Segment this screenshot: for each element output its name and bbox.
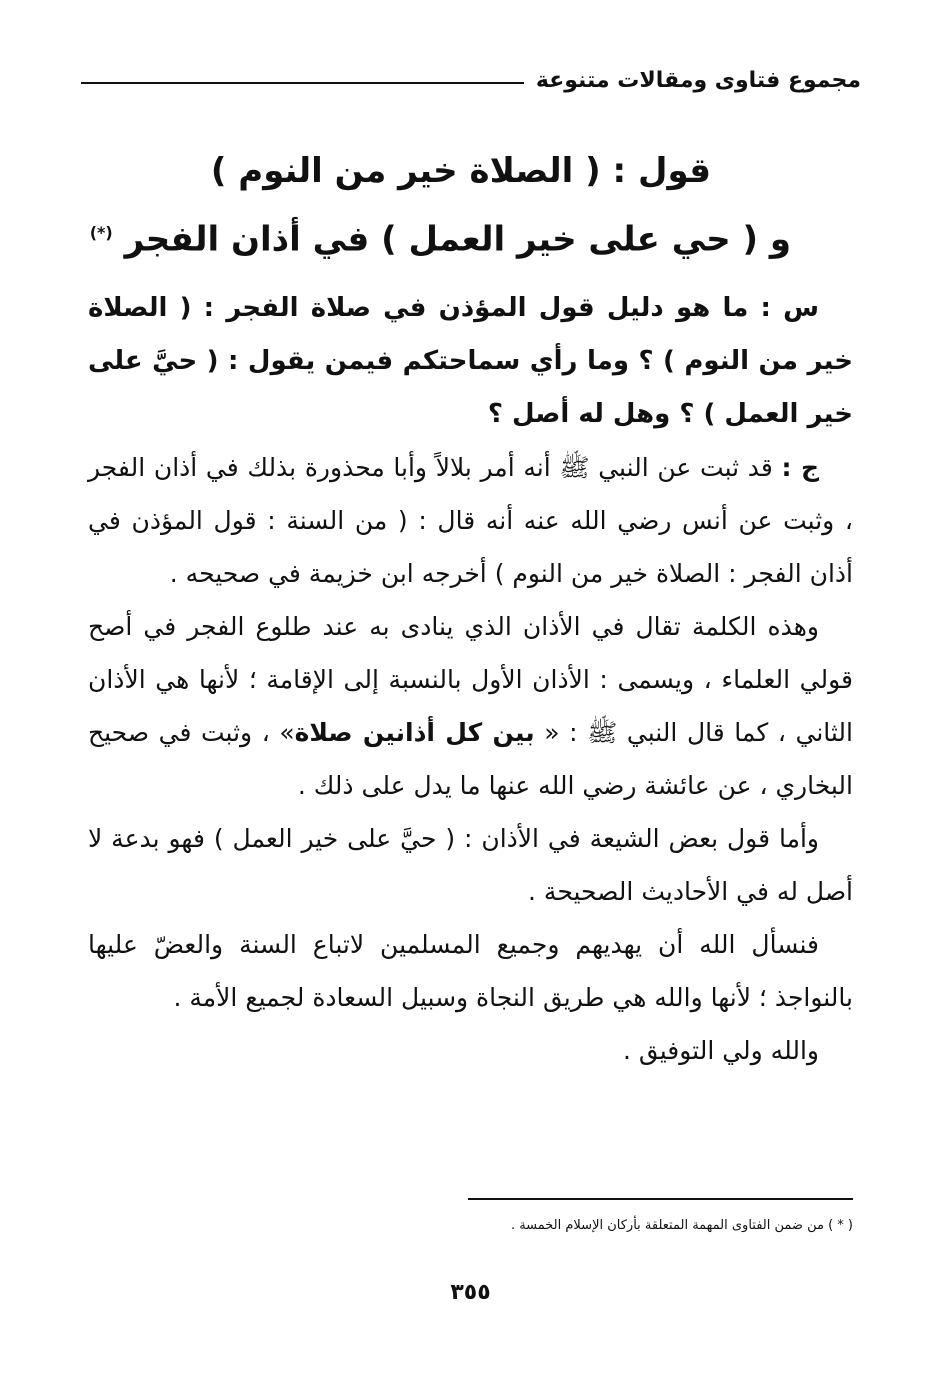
title-line-1: قول : ( الصلاة خير من النوم ): [210, 151, 712, 191]
page-number: ٣٥٥: [450, 1280, 491, 1305]
article-title: [89, 140, 791, 270]
closing-line: والله ولي التوفيق .: [623, 1036, 819, 1065]
footnote-rule: [468, 1198, 853, 1200]
answer-paragraph-1: [88, 441, 853, 600]
answer-paragraph-2: [88, 600, 853, 812]
answer-paragraph-3: وأما قول بعض الشيعة في الأذان : ( حيَّ على خير العمل ) فهو بدعة لا أصل له في الأحاديث الصحيحة .: [88, 824, 853, 906]
answer-paragraph-4: فنسأل الله أن يهديهم وجميع المسلمين لاتباع السنة والعضّ عليها بالنواجذ ؛ لأنها والله هي طريق النجاة وسبيل السعادة لجميع الأمة .: [88, 930, 853, 1012]
header-rule: [81, 82, 524, 84]
running-title: مجموع فتاوى ومقالات متنوعة: [535, 67, 861, 93]
running-header: [81, 60, 861, 100]
answer-label: ج :: [781, 453, 819, 482]
title-line-2-text: و ( حي على خير العمل ) في أذان الفجر: [124, 219, 791, 260]
article-body: [88, 282, 853, 1077]
question-paragraph: س : ما هو دليل قول المؤذن في صلاة الفجر : ( الصلاة خير من النوم ) ؟ وما رأي سماحتكم فيمن يقول : ( حيَّ على خير العمل ) ؟ وهل له أصل ؟: [88, 293, 853, 429]
answer-paragraph-2-after: » ، وثبت في صحيح البخاري ، عن عائشة رضي الله عنها ما يدل على ذلك .: [88, 718, 853, 800]
footnote: ( * ) من ضمن الفتاوى المهمة المتعلقة بأركان الإسلام الخمسة .: [510, 1218, 853, 1233]
title-line-2: [89, 202, 791, 270]
footnote-marker: (*): [89, 223, 113, 242]
answer-paragraph-2-before: وهذه الكلمة تقال في الأذان الذي ينادى به عند طلوع الفجر في أصح قولي العلماء ، ويسمى : الأذان الأول بالنسبة إلى الإقامة ؛ لأنها هي الأذان الثاني ، كما قال النبي ﷺ : «: [88, 612, 853, 747]
hadith-quote: بين كل أذانين صلاة: [294, 718, 535, 747]
answer-paragraph-1-text: قد ثبت عن النبي ﷺ أنه أمر بلالاً وأبا محذورة بذلك في أذان الفجر ، وثبت عن أنس رضي الله عنه أنه قال : ( من السنة : قول المؤذن في أذان الفجر : الصلاة خير من النوم ) أخرجه ابن خزيمة في صحيحه .: [88, 453, 853, 588]
